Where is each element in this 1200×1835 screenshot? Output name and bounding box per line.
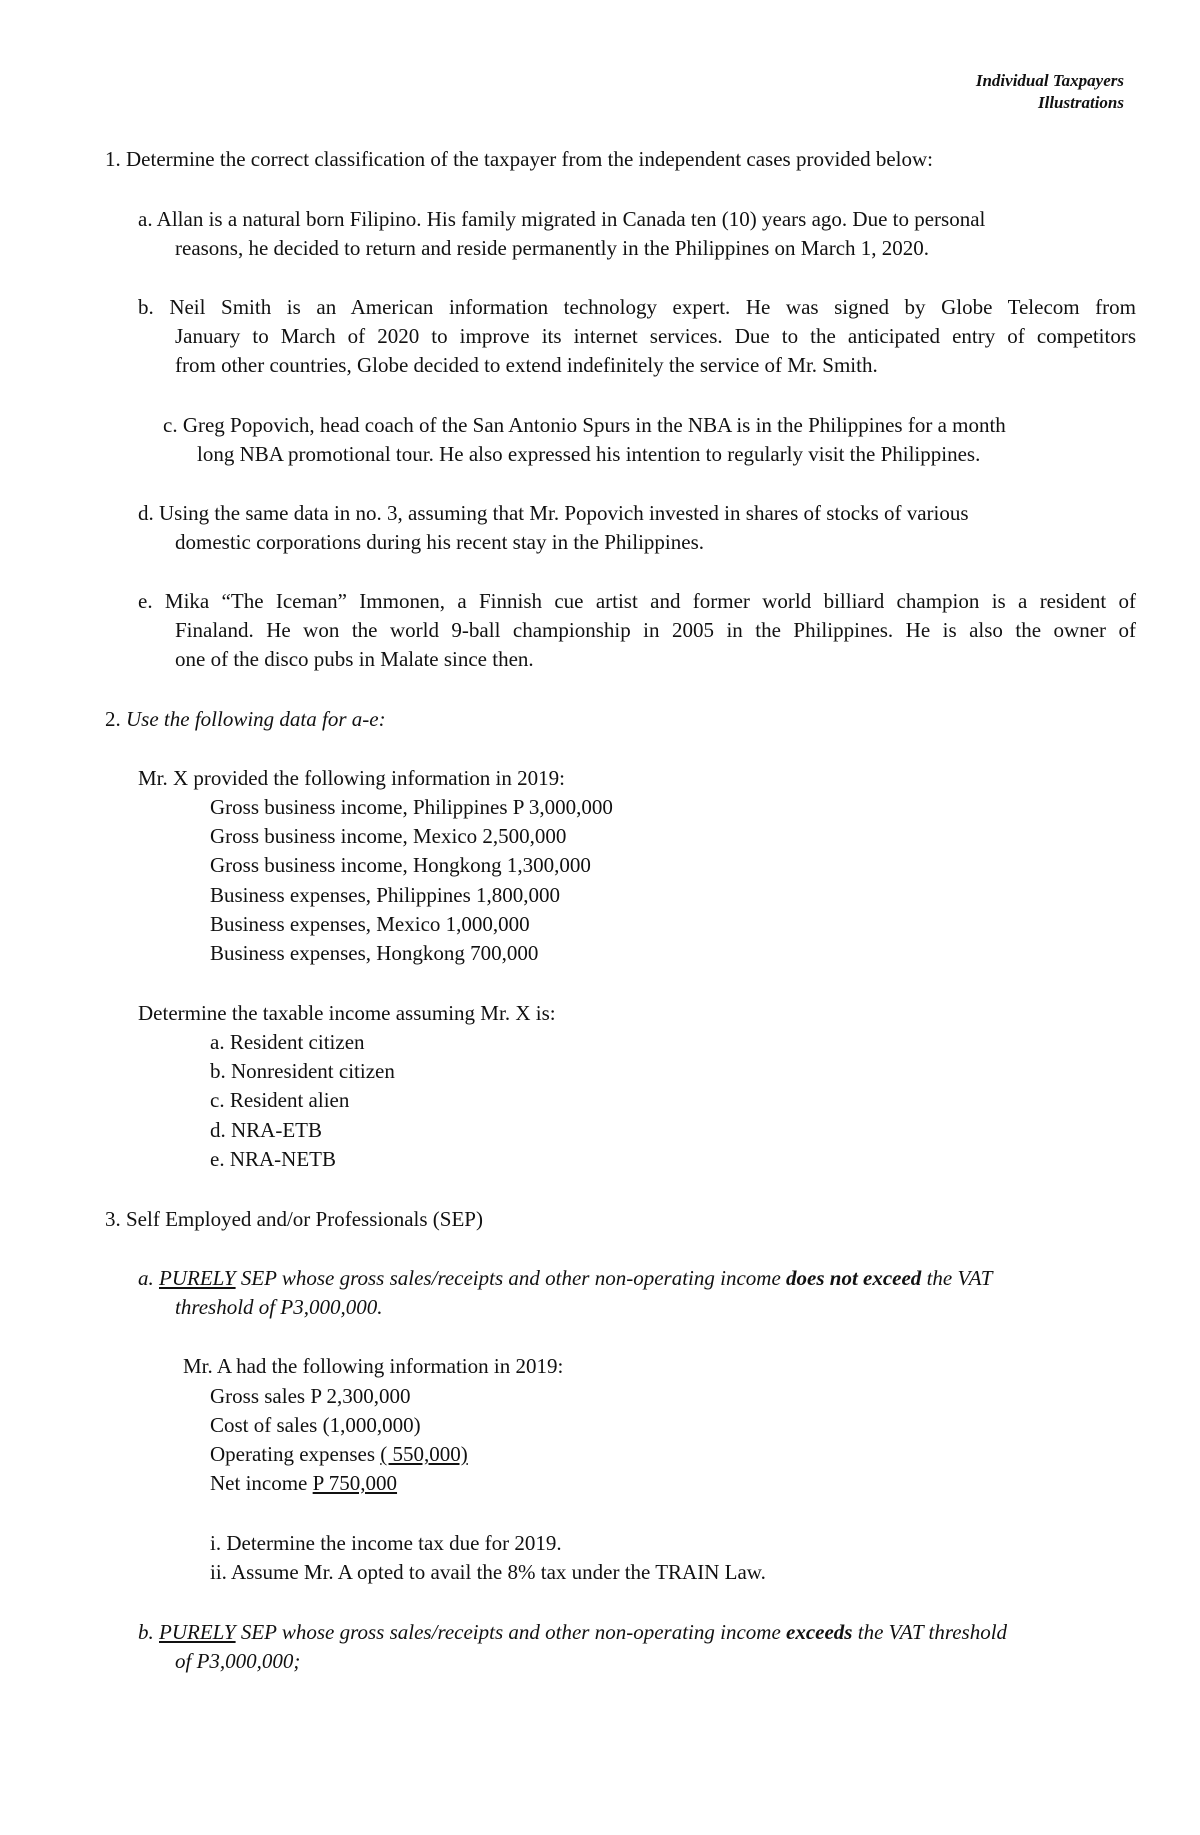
q1-d-line2: domestic corporations during his recent stay in the Philippines.: [175, 530, 704, 554]
q1-c-line2: long NBA promotional tour. He also expressed his intention to regularly visit the Philippines.: [197, 442, 981, 466]
q3-cost-of-sales: Cost of sales (1,000,000): [210, 1413, 421, 1437]
q3-stem: 3. Self Employed and/or Professionals (SEP): [105, 1207, 483, 1231]
q3-a-purely: PURELY: [159, 1266, 236, 1290]
q3-a-mid: SEP whose gross sales/receipts and other non-operating income: [240, 1266, 781, 1290]
q1-b-line1: b. Neil Smith is an American information technology expert. He was signed by Globe Telecom from: [138, 295, 1136, 319]
q3-a-bold: does not exceed: [786, 1266, 922, 1290]
q2-intro: Mr. X provided the following information in 2019:: [138, 766, 565, 790]
header-title: Individual Taxpayers: [975, 71, 1124, 90]
q3-part-i: i. Determine the income tax due for 2019.: [210, 1531, 562, 1555]
q2-stem: [105, 706, 386, 732]
q1-e-line2: Finaland. He won the world 9-ball championship in 2005 in the Philippines. He is also the owner of: [175, 618, 1136, 642]
q3-opex-label: Operating expenses: [210, 1442, 376, 1466]
q3-intro: Mr. A had the following information in 2019:: [183, 1354, 564, 1378]
q2-option: c. Resident alien: [210, 1088, 350, 1112]
q1-a-line2: reasons, he decided to return and reside permanently in the Philippines on March 1, 2020.: [175, 236, 930, 260]
page-header: [976, 70, 1124, 114]
q2-stem-text: Use the following data for a-e:: [126, 707, 386, 731]
q2-item: Business expenses, Mexico 1,000,000: [210, 912, 530, 936]
q1-stem: 1. Determine the correct classification of the taxpayer from the independent cases provided below:: [105, 147, 934, 171]
q3-b-bold: exceeds: [786, 1620, 853, 1644]
q3-b-end: the VAT threshold: [857, 1620, 1008, 1644]
q3-b-line2: of P3,000,000;: [175, 1649, 301, 1673]
q3-a-line2: threshold of P3,000,000.: [175, 1295, 383, 1319]
q2-item: Business expenses, Philippines 1,800,000: [210, 883, 560, 907]
q3-net-value: P 750,000: [312, 1471, 398, 1495]
q3-b-mid: SEP whose gross sales/receipts and other non-operating income: [240, 1620, 781, 1644]
q3-b-purely: PURELY: [159, 1620, 236, 1644]
q3-a-end: the VAT: [926, 1266, 993, 1290]
q2-option: d. NRA-ETB: [210, 1118, 322, 1142]
q3-operating-expenses: [210, 1441, 468, 1467]
q3-opex-value: ( 550,000): [380, 1442, 468, 1466]
q2-number: 2.: [105, 707, 121, 731]
q1-b-line3: from other countries, Globe decided to extend indefinitely the service of Mr. Smith.: [175, 353, 878, 377]
q1-a-line1: a. Allan is a natural born Filipino. His family migrated in Canada ten (10) years ago. Due to personal: [138, 207, 986, 231]
q3-net-label: Net income: [210, 1471, 308, 1495]
q1-b-line2: January to March of 2020 to improve its internet services. Due to the anticipated entry of competitors: [175, 324, 1136, 348]
q3-part-ii: ii. Assume Mr. A opted to avail the 8% tax under the TRAIN Law.: [210, 1560, 766, 1584]
q2-item: Business expenses, Hongkong 700,000: [210, 941, 539, 965]
q2-option: e. NRA-NETB: [210, 1147, 336, 1171]
q2-item: Gross business income, Mexico 2,500,000: [210, 824, 567, 848]
q3-gross-sales: Gross sales P 2,300,000: [210, 1384, 411, 1408]
q3-a-line1: [138, 1265, 992, 1291]
q3-b-label: b.: [138, 1620, 154, 1644]
q1-c-line1: c. Greg Popovich, head coach of the San Antonio Spurs in the NBA is in the Philippines for a month: [163, 413, 1006, 437]
header-subtitle: Illustrations: [1038, 93, 1124, 112]
q2-option: b. Nonresident citizen: [210, 1059, 395, 1083]
q2-question: Determine the taxable income assuming Mr. X is:: [138, 1001, 556, 1025]
q1-e-line3: one of the disco pubs in Malate since then.: [175, 647, 534, 671]
q3-a-label: a.: [138, 1266, 154, 1290]
q1-e-line1: e. Mika “The Iceman” Immonen, a Finnish cue artist and former world billiard champion is a resident of: [138, 589, 1136, 613]
q2-option: a. Resident citizen: [210, 1030, 365, 1054]
q3-b-line1: [138, 1619, 1007, 1645]
q3-net-income: [210, 1470, 397, 1496]
q1-d-line1: d. Using the same data in no. 3, assuming that Mr. Popovich invested in shares of stocks of various: [138, 501, 969, 525]
q2-item: Gross business income, Philippines P 3,000,000: [210, 795, 613, 819]
q2-item: Gross business income, Hongkong 1,300,000: [210, 853, 591, 877]
